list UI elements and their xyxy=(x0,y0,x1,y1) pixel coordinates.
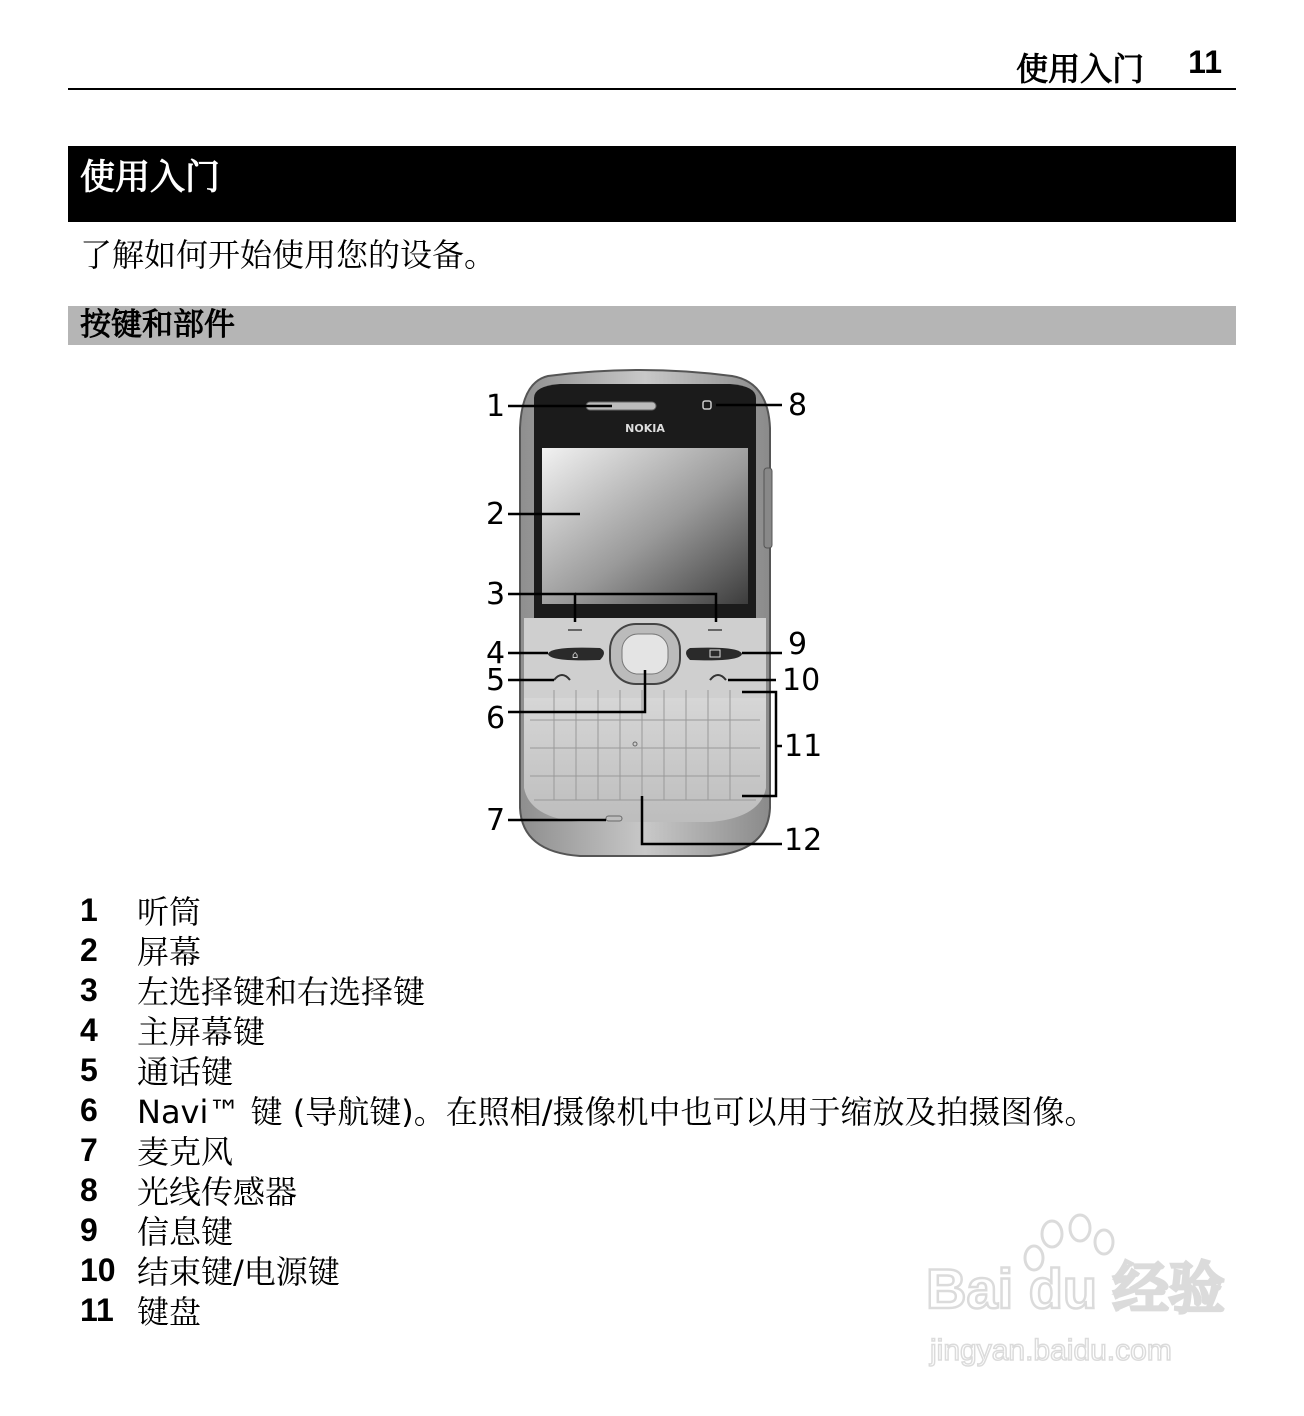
legend-item xyxy=(80,1010,1096,1050)
legend-text: 光线传感器 xyxy=(137,1173,298,1211)
callout-2: 2 xyxy=(486,497,506,532)
baidu-jingyan-watermark xyxy=(922,1212,1232,1382)
section-title-bar xyxy=(68,306,1236,345)
legend-number: 5 xyxy=(80,1051,98,1088)
legend-text: Navi™ 键 (导航键)。在照相/摄像机中也可以用于缩放及拍摄图像。 xyxy=(137,1093,1097,1131)
legend-number: 4 xyxy=(80,1011,98,1048)
watermark-url: jingyan.baidu.com xyxy=(930,1334,1172,1367)
legend-text: 通话键 xyxy=(137,1053,234,1091)
legend-item xyxy=(80,930,1096,970)
legend-number: 11 xyxy=(80,1291,114,1328)
phone-illustration xyxy=(470,368,830,864)
legend-text: 结束键/电源键 xyxy=(137,1253,340,1291)
running-header xyxy=(68,44,1236,90)
legend-text: 键盘 xyxy=(137,1293,202,1331)
legend-item xyxy=(80,970,1096,1010)
side-key xyxy=(764,468,772,548)
section-title: 按键和部件 xyxy=(80,307,235,343)
legend-number: 2 xyxy=(80,931,98,968)
legend-number: 9 xyxy=(80,1211,98,1248)
callout-5: 5 xyxy=(486,663,506,698)
callout-6: 6 xyxy=(486,701,506,736)
callout-7: 7 xyxy=(486,803,506,838)
legend-item xyxy=(80,1130,1096,1170)
chapter-title-bar xyxy=(68,146,1236,222)
page-number: 11 xyxy=(1188,44,1222,80)
legend-text: 听筒 xyxy=(137,893,202,931)
legend-item xyxy=(80,1090,1096,1130)
legend-text: 信息键 xyxy=(137,1213,234,1251)
legend-number: 3 xyxy=(80,971,98,1008)
callout-9: 9 xyxy=(788,627,808,662)
intro-text: 了解如何开始使用您的设备。 xyxy=(80,236,497,274)
legend-number: 6 xyxy=(80,1091,98,1128)
legend-item xyxy=(80,890,1096,930)
callout-8: 8 xyxy=(788,388,808,423)
legend-number: 1 xyxy=(80,891,98,928)
legend-text: 主屏幕键 xyxy=(137,1013,266,1051)
legend-number: 8 xyxy=(80,1171,98,1208)
legend-number: 10 xyxy=(80,1251,116,1288)
legend-item xyxy=(80,1050,1096,1090)
callout-3: 3 xyxy=(486,577,506,612)
brand-logo: NOKIA xyxy=(625,422,665,435)
legend-text: 左选择键和右选择键 xyxy=(137,973,426,1011)
chapter-title: 使用入门 xyxy=(80,158,221,198)
watermark-brand: Bai du 经验 xyxy=(926,1257,1225,1320)
callout-12: 12 xyxy=(784,823,823,858)
callout-1: 1 xyxy=(486,389,506,424)
legend-item xyxy=(80,1170,1096,1210)
screen xyxy=(542,448,748,604)
callout-4: 4 xyxy=(486,636,506,671)
phone-diagram xyxy=(470,368,830,864)
callout-10: 10 xyxy=(782,663,821,698)
legend-text: 麦克风 xyxy=(137,1133,234,1171)
legend-text: 屏幕 xyxy=(137,933,202,971)
legend-number: 7 xyxy=(80,1131,98,1168)
navi-center xyxy=(622,634,668,674)
callout-11: 11 xyxy=(784,729,823,764)
home-icon: ⌂ xyxy=(572,650,579,661)
running-header-section: 使用入门 xyxy=(1016,50,1145,88)
